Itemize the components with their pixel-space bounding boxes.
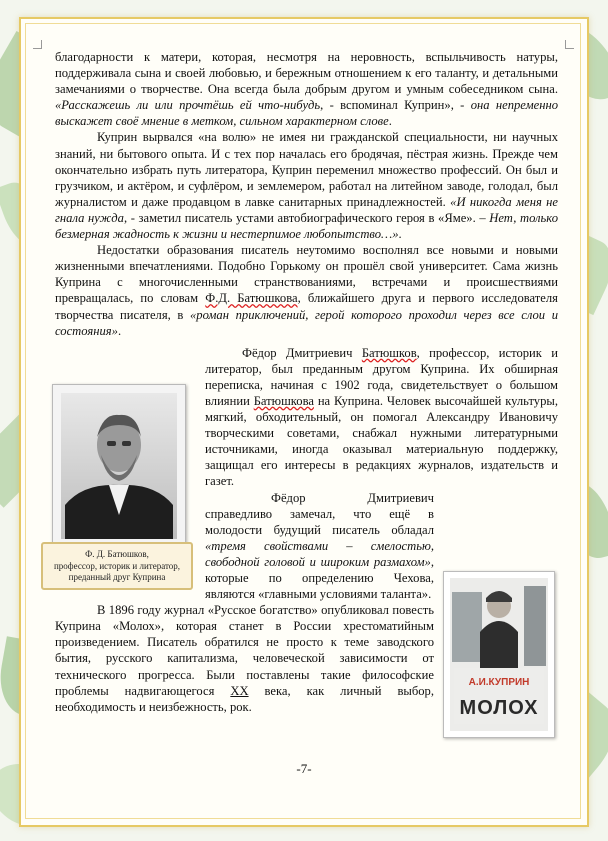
portrait-caption xyxy=(41,542,193,590)
paragraph xyxy=(55,49,558,129)
paragraph xyxy=(55,129,558,242)
text: . xyxy=(388,114,392,129)
person-name: Батюшков xyxy=(361,345,417,360)
text: , - вспоминал Куприн», - xyxy=(320,98,471,113)
text: благодарности к матери, которая, несмотря на неровность, вспыльчивость натуры, поддерживала сына и своей любовью, и бережным отношением к его таланту, и детальными замечаниями о творчестве. Она всегда была добрым другом и умным собеседником сына. xyxy=(55,50,558,97)
text: Недостатки образования писатель неутомимо восполнял все новыми и новыми жизненными впечатлениями. Подобно Горькому он прошёл свой университет. Сама жизнь Куприна с многочисленными странствованиями, встречами и происшествиями превращалась, по словам xyxy=(55,243,558,306)
book-title: МОЛОХ xyxy=(459,697,539,719)
text: , которые по определению Чехова, являются «главными условиями таланта». xyxy=(205,554,434,602)
caption-line: преданный друг Куприна xyxy=(68,572,166,582)
text: Фёдор Дмитриевич xyxy=(242,345,362,360)
paragraph xyxy=(55,242,558,339)
book-cover xyxy=(443,571,555,738)
book-author: А.И.КУПРИН xyxy=(468,677,530,688)
person-name: Батюшкова xyxy=(253,393,314,408)
text: Фёдор Дмитриевич справедливо замечал, что ещё в молодости будущий писатель обладал xyxy=(205,490,434,537)
quote: «роман приключений, герой которого проходил через все слои и состояния» xyxy=(55,307,558,338)
book-cover-image xyxy=(444,572,554,737)
quote: «тремя свойствами – смелостью, свободной головой и широким размахом» xyxy=(205,538,434,569)
page-number: -7- xyxy=(296,761,312,776)
corner-mark xyxy=(565,40,574,49)
person-name: Ф.Д. Батюшкова xyxy=(205,291,298,306)
portrait-image xyxy=(53,385,185,547)
text: В 1896 году журнал «Русское богатство» опубликовал повесть Куприна «Молох», которая станет в России хрестоматийным произведением. Писатель обратился не просто к теме заводского бытия, русского капитализма, человеческой зависимости от технического прогресса. Были поставлены такие философские проблемы надвигающегося xyxy=(55,603,434,698)
quote: «Расскажешь ли или прочтёшь ей что-нибудь xyxy=(55,98,321,113)
quote: Нет, только безмерная жадность к жизни и нестерпимое любопытство…» xyxy=(55,210,558,242)
text: века, как личный выбор, необходимость и неизбежность, рок. xyxy=(55,683,434,714)
portrait-photo xyxy=(52,384,186,548)
caption-line: Ф. Д. Батюшков, xyxy=(85,549,149,559)
text: , профессор, историк и литератор, был преданным другом Куприна. Их обширная переписка, начиная с 1902 года, свидетельствует о большом влиянии xyxy=(205,345,558,408)
paragraph xyxy=(205,345,558,490)
century-numeral: XX xyxy=(230,683,249,698)
corner-mark xyxy=(33,40,42,49)
text: , ближайшего друга и первого исследователя творчества писателя, в xyxy=(55,291,558,322)
quote: она непременно выскажет своё мнение в метком, сильном характерном слове xyxy=(55,98,558,129)
quote: «И никогда меня не гнала нужда xyxy=(55,194,558,225)
text: Куприн вырвался «на волю» не имея ни гражданской специальности, ни научных знаний, ни бытового опыта. И с тех пор началась его бродячая, пёстрая жизнь. Прежде чем окончательно избрать путь литератора, Куприн переменил множество профессий. Он был и грузчиком, и актёром, и суфлёром, и землемером, работал на литейном заводе, голодал, был журналистом и даже продавцом в лавке санитарных принадлежностей. xyxy=(55,130,558,209)
text: . xyxy=(398,227,402,242)
text: , - заметил писатель устами автобиографического героя в «Яме». – xyxy=(123,210,490,225)
text: на Куприна. Человек высочайшей культуры, мягкий, обходительный, он помогал Александру Ивановичу творческими советами, снабжал нужными литературными источниками, иногда оказывал материальную поддержку, защищал его интересы в редакциях журналов, издательств и газет. xyxy=(205,393,558,489)
text: . xyxy=(117,323,122,338)
caption-line: профессор, историк и литератор, xyxy=(53,560,181,571)
